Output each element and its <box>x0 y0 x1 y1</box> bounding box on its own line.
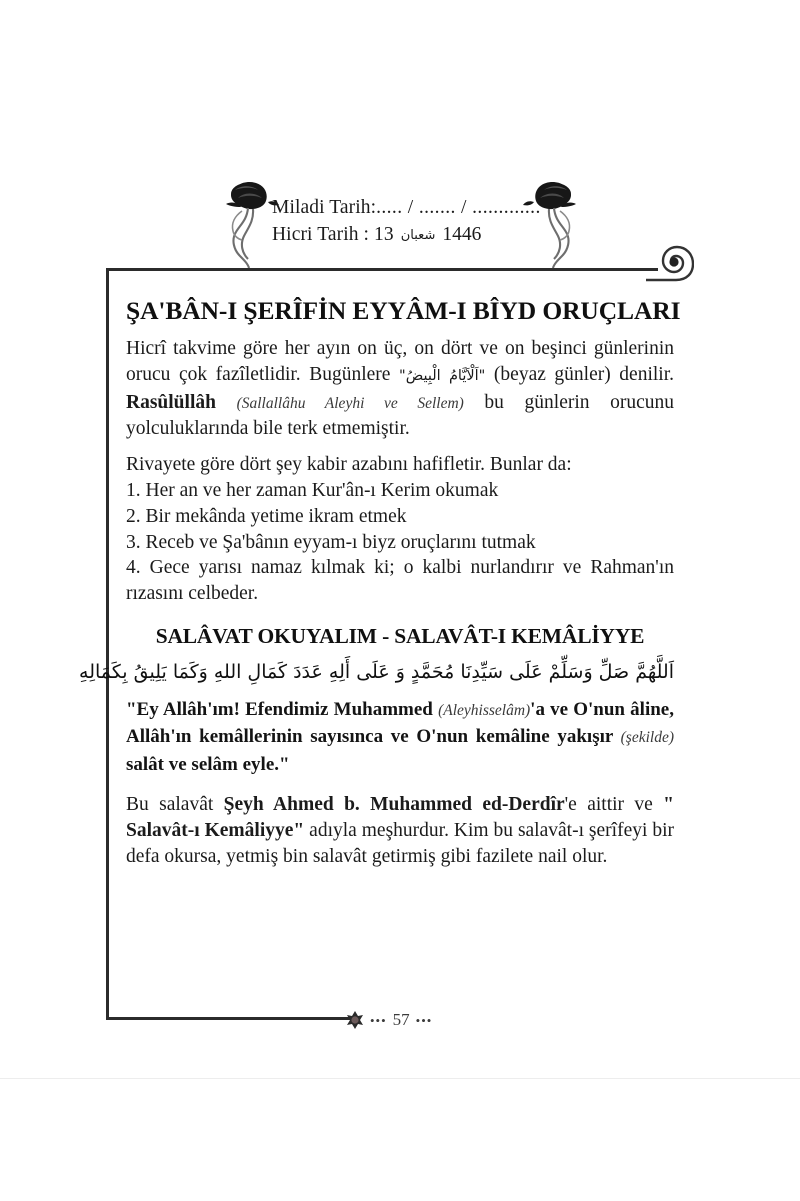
honorific-phrase: (Sallallâhu Aleyhi ve Sellem) <box>236 394 464 412</box>
spacer <box>126 442 674 452</box>
hicri-month-arabic: شعبان <box>400 228 436 243</box>
hicri-date-row <box>272 221 572 249</box>
frame-bottom-rule <box>106 1017 352 1020</box>
list-intro-paragraph: Rivayete göre dört şey kabir azabını hafifletir. Bunlar da: <box>126 454 572 476</box>
miladi-date-row <box>272 194 572 221</box>
hicri-date-label: Hicri Tarih : <box>272 224 370 245</box>
footer-left-dots: ••• <box>370 1012 387 1028</box>
intro-arabic-quote: "اَلْاَيَّامُ الْبِيضُ" <box>399 367 486 384</box>
footer-right-dots: ••• <box>415 1012 433 1028</box>
translation-text-2: 'a ve O'nun âline, Allâh'ın kemâllerinin sayısınca ve O'nun kemâline yakışır <box>126 698 674 748</box>
page-number: 57 <box>392 1010 410 1029</box>
spacer <box>126 778 674 792</box>
frame-top-rule <box>106 268 658 271</box>
miladi-date-label: Miladi Tarih: <box>272 197 377 218</box>
list-item: 3. Receb ve Şa'bânın eyyam-ı biyz oruçlarını tutmak <box>126 531 536 553</box>
kabir-relief-list <box>126 478 674 555</box>
salavat-attribution <box>126 792 674 870</box>
attribution-text-1: Bu salavât <box>126 794 224 816</box>
intro-text-1: Hicrî takvime göre her ayın on üç, on dört ve on beşinci günlerinin orucu çok fazîletlidir. Bugünlere <box>126 338 674 385</box>
rosette-ornament-icon <box>344 1009 366 1031</box>
translation-text-3: salât ve selâm eyle." <box>126 753 290 775</box>
intro-text-2: (beyaz günler) denilir. <box>485 363 674 385</box>
intro-paragraph <box>126 336 674 442</box>
intro-text-3: bu günlerin orucunu yolculuklarında bile terk etmemiştir. <box>126 391 675 440</box>
salavat-section-title: SALÂVAT OKUYALIM - SALAVÂT-I KEMÂLİYYE <box>155 623 645 648</box>
date-header-block <box>222 178 590 270</box>
date-fields <box>272 194 572 249</box>
salavat-name: " Salavât-ı Kemâliyye" <box>126 794 674 842</box>
salavat-arabic-text: اَللَّهُمَّ صَلِّ وَسَلِّمْ عَلَى سَيِّدِنَا مُحَمَّدٍ وَ عَلَى أَلِهِ عَدَدَ كَمَالِ اللهِ وَكَمَا يَلِيقُ بِكَمَالِهِ <box>79 660 674 683</box>
hicri-day-value: 13 <box>374 224 394 245</box>
translation-text-1: "Ey Allâh'ım! Efendimiz Muhammed <box>126 698 439 720</box>
spiral-scroll-icon <box>646 240 694 284</box>
frame-left-rule <box>106 268 109 1020</box>
miladi-date-value: ..... / ....... / ............. <box>376 197 541 218</box>
list-item-4-paragraph: 4. Gece yarısı namaz kılmak ki; o kalbi nurlandırır ve Rahman'ın rızasını celbeder. <box>126 557 674 605</box>
page-footer <box>344 1003 454 1037</box>
rasulullah-name: Rasûlüllâh <box>126 391 216 413</box>
list-item: 1. Her an ve her zaman Kur'ân-ı Kerim okumak <box>126 479 499 501</box>
hicri-year-value: 1446 <box>442 224 482 245</box>
attribution-text-3: adıyla meşhurdur. Kim bu salavât-ı şerîfeyi bir defa okursa, yetmiş bin salavât getirmiş gibi fazilete nail olur. <box>126 820 674 868</box>
page-bottom-margin <box>0 1078 800 1201</box>
salavat-translation <box>126 697 674 779</box>
sekilde-parenthetical: (şekilde) <box>620 729 674 747</box>
aleyhisselam-honorific: (Aleyhisselâm) <box>438 701 531 719</box>
attribution-text-2: 'e aittir ve <box>564 794 664 816</box>
list-item: 2. Bir mekânda yetime ikram etmek <box>126 505 407 527</box>
page-title: ŞA'BÂN-I ŞERÎFİN EYYÂM-I BÎYD ORUÇLARI <box>126 296 681 325</box>
author-name: Şeyh Ahmed b. Muhammed ed-Derdîr <box>223 794 565 816</box>
page-content <box>79 296 681 870</box>
